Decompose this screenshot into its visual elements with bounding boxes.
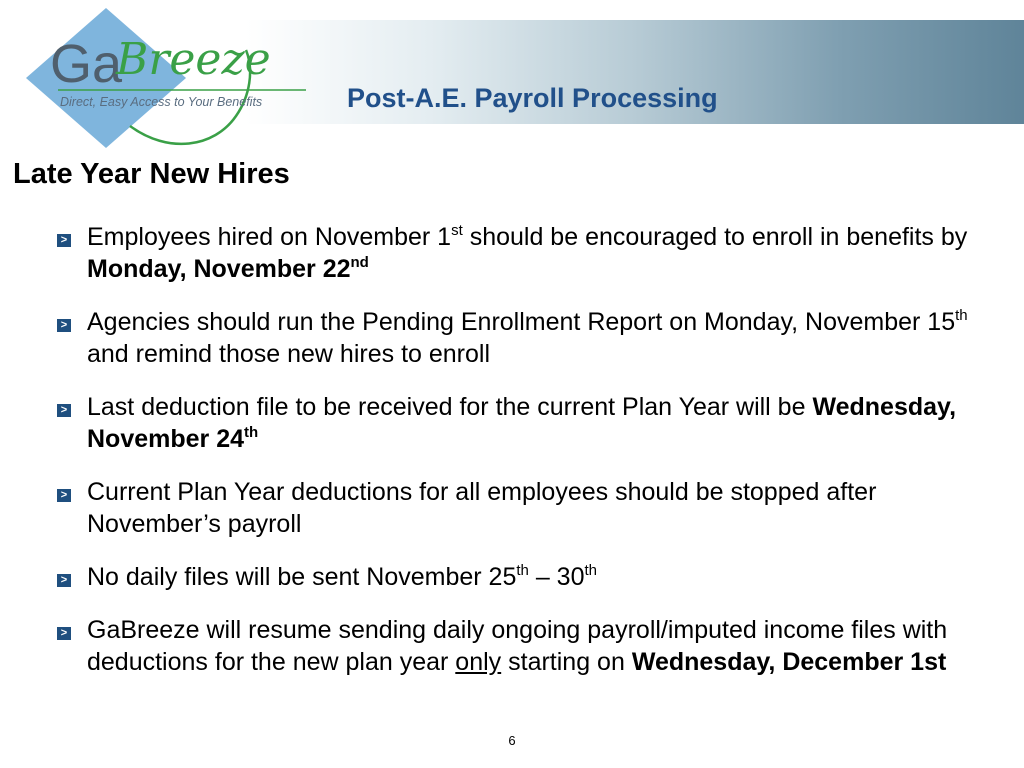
bullet-item	[57, 614, 1007, 678]
superscript: nd	[350, 254, 369, 271]
arrow-right-box-icon: >	[57, 627, 71, 640]
logo-ga-text: Ga	[50, 34, 123, 94]
arrow-right-box-icon: >	[57, 319, 71, 332]
bullet-text: GaBreeze will resume sending daily ongoing payroll/imputed income files with deductions for the new plan year	[87, 616, 948, 676]
logo-tagline: Direct, Easy Access to Your Benefits	[60, 95, 263, 109]
bullet-item	[57, 391, 1007, 455]
bullet-text: – 30	[528, 563, 585, 591]
bullet-text: and remind those new hires to enroll	[87, 340, 491, 368]
bullet-item	[57, 221, 1007, 285]
superscript: th	[516, 562, 529, 579]
arrow-right-box-icon: >	[57, 234, 71, 247]
bullet-text: should be encouraged to enroll in benefits by	[462, 223, 968, 251]
bullet-text: Employees hired on November 1	[87, 223, 452, 251]
bullet-item	[57, 306, 1007, 370]
bold-date: Monday, November 22	[87, 255, 351, 283]
bullet-text: Last deduction file to be received for the current Plan Year will be	[87, 393, 813, 421]
superscript: th	[244, 424, 259, 441]
bullet-text: Agencies should run the Pending Enrollment Report on Monday, November 15	[87, 308, 956, 336]
superscript: st	[451, 222, 463, 239]
bullet-text: No daily files will be sent November 25	[87, 563, 517, 591]
bullet-item	[57, 561, 1007, 593]
bullet-item	[57, 476, 1007, 540]
gabreeze-logo	[18, 4, 318, 152]
section-heading: Late Year New Hires	[13, 158, 290, 190]
superscript: th	[584, 562, 597, 579]
arrow-right-box-icon: >	[57, 404, 71, 417]
page-number: 6	[508, 733, 516, 748]
bold-date: Wednesday, December 1st	[631, 648, 947, 676]
bullet-text: starting on	[501, 648, 632, 676]
bold-text	[87, 255, 369, 283]
bold-date: Wednesday, November 24	[87, 393, 957, 453]
arrow-right-box-icon: >	[57, 574, 71, 587]
arrow-right-box-icon: >	[57, 489, 71, 502]
bullet-text: Current Plan Year deductions for all employees should be stopped after November’s payroll	[87, 478, 877, 538]
slide-title: Post-A.E. Payroll Processing	[347, 83, 718, 113]
bullet-list	[57, 221, 1007, 678]
logo-breeze-text: Breeze	[116, 34, 271, 85]
underlined-text: only	[455, 648, 502, 676]
superscript: th	[955, 307, 968, 324]
